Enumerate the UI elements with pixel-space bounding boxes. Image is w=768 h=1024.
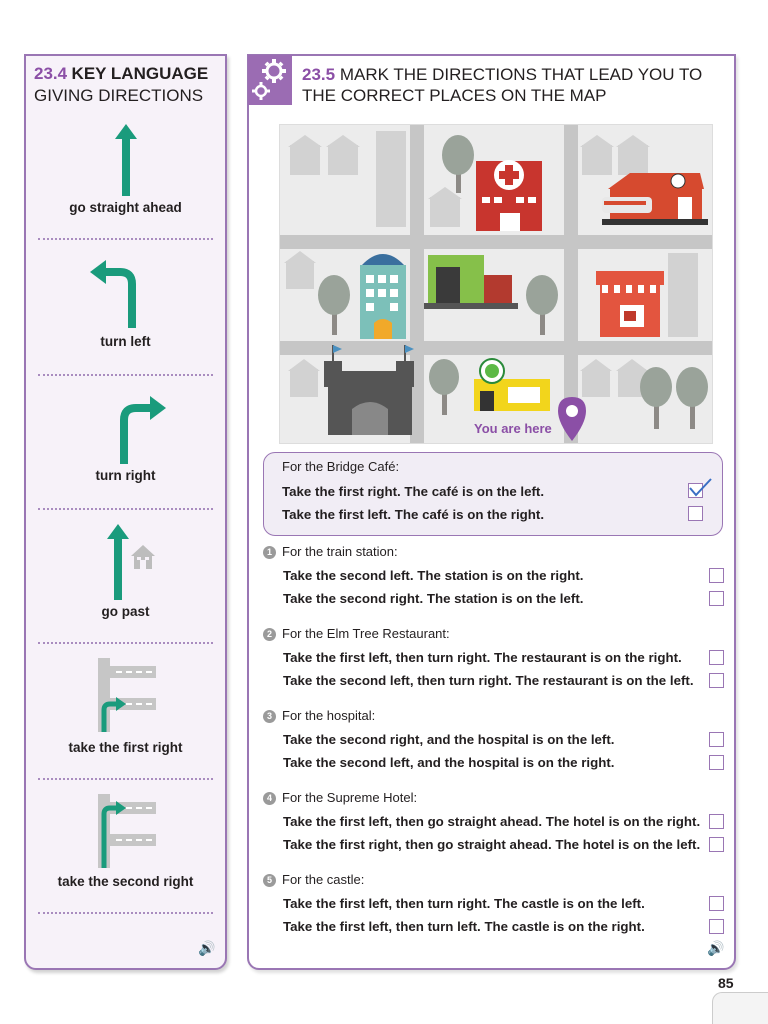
exercise-title-line1: MARK THE DIRECTIONS THAT LEAD YOU TO xyxy=(339,65,703,84)
direction-label: go past xyxy=(101,604,150,619)
direction-entry-second-right xyxy=(26,790,225,890)
question-number: 4 xyxy=(263,792,276,805)
answer-option: Take the first left, then turn left. The castle is on the right. xyxy=(283,919,645,934)
checkbox-checked[interactable] xyxy=(688,483,703,498)
checkbox[interactable] xyxy=(709,568,724,583)
checkbox[interactable] xyxy=(709,896,724,911)
checkbox[interactable] xyxy=(709,755,724,770)
checkbox[interactable] xyxy=(709,814,724,829)
question-2 xyxy=(263,626,733,698)
question-title: 2 For the Elm Tree Restaurant: xyxy=(263,626,450,641)
example-option: Take the first left. The café is on the right. xyxy=(282,507,545,522)
direction-label: go straight ahead xyxy=(69,200,182,215)
direction-entry-first-right xyxy=(26,656,225,756)
arrow-turn-right-icon xyxy=(118,394,168,464)
divider xyxy=(38,508,213,510)
example-option: Take the first right. The café is on the left. xyxy=(282,484,545,499)
direction-label: turn left xyxy=(100,334,151,349)
exercise-title-line2: THE CORRECT PLACES ON THE MAP xyxy=(302,86,607,105)
answer-option: Take the second left, then turn right. The restaurant is on the left. xyxy=(283,673,694,688)
arrow-straight-icon xyxy=(114,124,138,196)
answer-option: Take the first right, then go straight ahead. The hotel is on the left. xyxy=(283,837,701,852)
page-corner xyxy=(712,992,768,1024)
question-number: 1 xyxy=(263,546,276,559)
question-title: 3 For the hospital: xyxy=(263,708,375,723)
direction-label: take the first right xyxy=(68,740,183,755)
divider xyxy=(38,778,213,780)
exercise-heading xyxy=(302,64,702,106)
question-5 xyxy=(263,872,733,944)
question-title: 1 For the train station: xyxy=(263,544,398,559)
checkbox[interactable] xyxy=(709,919,724,934)
question-number: 3 xyxy=(263,710,276,723)
checkbox[interactable] xyxy=(709,732,724,747)
example-title: For the Bridge Café: xyxy=(282,459,400,474)
question-number: 2 xyxy=(263,628,276,641)
key-language-panel xyxy=(24,54,227,970)
exercise-panel xyxy=(247,54,736,970)
divider xyxy=(38,238,213,240)
arrow-turn-left-icon xyxy=(88,258,138,328)
answer-option: Take the second right. The station is on the left. xyxy=(283,591,584,606)
question-title: 4 For the Supreme Hotel: xyxy=(263,790,417,805)
answer-option: Take the first left, then turn right. The castle is on the left. xyxy=(283,896,645,911)
direction-entry-straight xyxy=(26,120,225,220)
question-1 xyxy=(263,544,733,616)
divider xyxy=(38,374,213,376)
question-3 xyxy=(263,708,733,780)
direction-entry-go-past xyxy=(26,520,225,620)
divider xyxy=(38,642,213,644)
checkbox[interactable] xyxy=(688,506,703,521)
first-right-road-icon xyxy=(94,658,158,732)
checkbox[interactable] xyxy=(709,591,724,606)
answer-option: Take the second left, and the hospital is on the right. xyxy=(283,755,615,770)
checkbox[interactable] xyxy=(709,650,724,665)
section-number: 23.5 xyxy=(302,65,336,84)
speaker-icon[interactable]: 🔊 xyxy=(198,940,216,956)
answer-option: Take the second left. The station is on the right. xyxy=(283,568,584,583)
speaker-icon[interactable]: 🔊 xyxy=(707,940,725,956)
checkbox[interactable] xyxy=(709,837,724,852)
section-title: KEY LANGUAGE xyxy=(71,64,209,83)
direction-label: turn right xyxy=(95,468,156,483)
town-map xyxy=(279,124,713,444)
question-4 xyxy=(263,790,733,862)
question-number: 5 xyxy=(263,874,276,887)
second-right-road-icon xyxy=(94,794,158,868)
answer-option: Take the first left, then go straight ahead. The hotel is on the right. xyxy=(283,814,701,829)
answer-option: Take the second right, and the hospital is on the left. xyxy=(283,732,615,747)
answer-option: Take the first left, then turn right. The restaurant is on the right. xyxy=(283,650,682,665)
direction-label: take the second right xyxy=(57,874,194,889)
section-subtitle: GIVING DIRECTIONS xyxy=(34,86,204,105)
you-are-here-label: You are here xyxy=(474,421,552,436)
divider xyxy=(38,912,213,914)
arrow-go-past-icon xyxy=(106,524,130,600)
direction-entry-turn-left xyxy=(26,252,225,352)
section-number: 23.4 xyxy=(34,64,68,83)
checkbox[interactable] xyxy=(709,673,724,688)
direction-entry-turn-right xyxy=(26,386,225,486)
key-language-heading xyxy=(26,56,225,106)
question-title: 5 For the castle: xyxy=(263,872,364,887)
gear-icon xyxy=(248,55,292,105)
house-icon xyxy=(130,544,156,570)
page-number: 85 xyxy=(718,975,734,991)
example-box xyxy=(263,452,723,536)
